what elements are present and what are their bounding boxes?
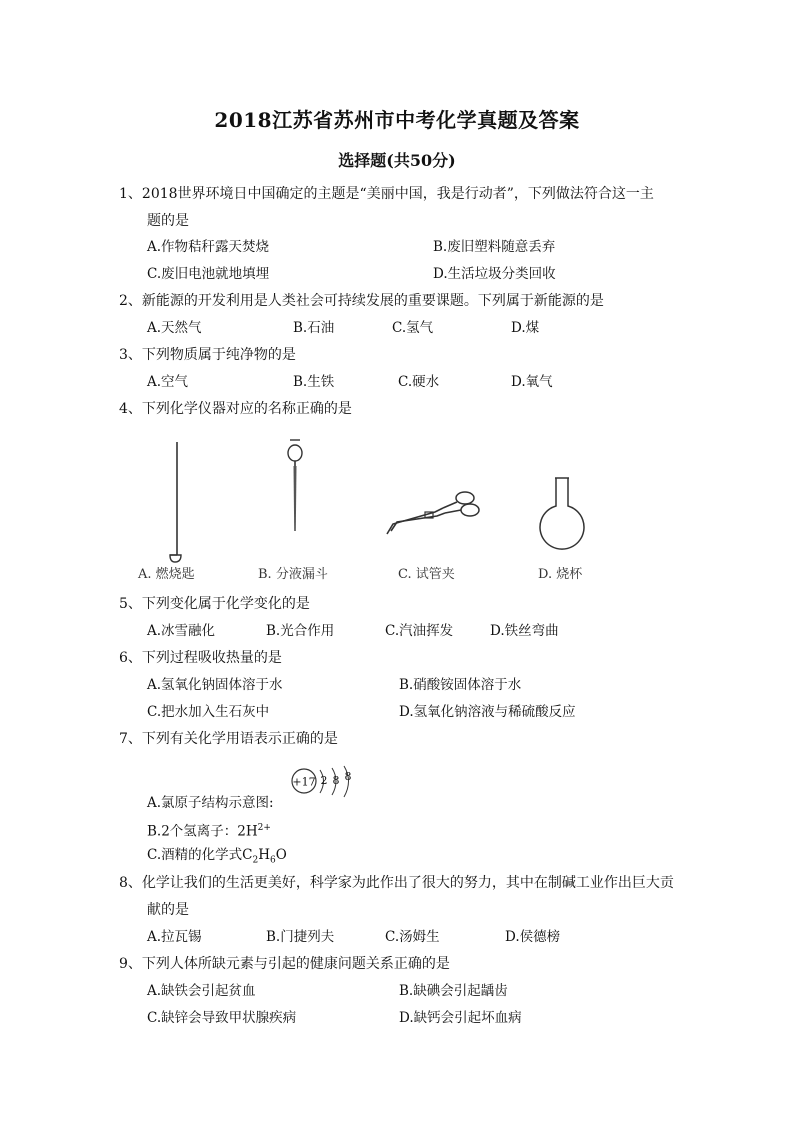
page-title: 2018江苏省苏州市中考化学真题及答案 — [214, 108, 580, 132]
question-1-option-a: A.作物秸秆露天焚烧 — [147, 239, 270, 255]
question-7-option-a: A.氯原子结构示意图: — [147, 795, 274, 811]
question-5-option-a: A.冰雪融化 — [147, 623, 216, 639]
formula-o: O — [275, 847, 287, 863]
question-3-option-a: A.空气 — [147, 374, 189, 390]
question-9-option-c: C.缺锌会导致甲状腺疾病 — [147, 1010, 297, 1026]
question-1-option-d: D.生活垃圾分类回收 — [433, 266, 556, 282]
question-5-stem: 5、下列变化属于化学变化的是 — [119, 596, 310, 612]
instrument-c-caption: C. 试管夹 — [398, 567, 455, 582]
option-b-text: B.2个氢离子：2H — [147, 823, 258, 840]
question-9-stem: 9、下列人体所缺元素与引起的健康问题关系正确的是 — [119, 956, 450, 972]
question-8-stem: 8、化学让我们的生活更美好，科学家为此作出了很大的努力，其中在制碱工业作出巨大贡 — [119, 875, 674, 891]
question-1-option-c: C.废旧电池就地填埋 — [147, 266, 270, 282]
question-2-option-a: A.天然气 — [147, 320, 202, 336]
question-5-option-b: B.光合作用 — [266, 623, 335, 639]
question-9-option-a: A.缺铁会引起贫血 — [147, 983, 256, 999]
question-2-option-b: B.石油 — [293, 320, 335, 336]
instrument-a-caption: A. 燃烧匙 — [138, 567, 195, 582]
question-6-option-c: C.把水加入生石灰中 — [147, 704, 270, 720]
question-8-option-d: D.侯德榜 — [505, 929, 561, 945]
question-9-option-d: D.缺钙会引起坏血病 — [399, 1010, 522, 1026]
formula-sub-1: 2 — [252, 855, 259, 866]
atom-shell-2: 8 — [332, 774, 340, 787]
question-7-option-c — [147, 845, 287, 871]
charge-superscript: 2+ — [257, 823, 271, 833]
question-6-option-d: D.氢氧化钠溶液与稀硫酸反应 — [399, 704, 576, 720]
question-1-stem-cont: 题的是 — [147, 213, 189, 229]
option-c-text: C.酒精的化学式C — [147, 847, 253, 863]
formula-sub-2: 6 — [269, 855, 276, 866]
question-6-stem: 6、下列过程吸收热量的是 — [119, 650, 282, 666]
formula-h: H — [258, 847, 270, 863]
question-6-option-a: A.氢氧化钠固体溶于水 — [147, 677, 283, 693]
question-2-option-d: D.煤 — [511, 320, 540, 336]
atom-nucleus-label: +17 — [292, 775, 316, 789]
question-1-option-b: B.废旧塑料随意丢弃 — [433, 239, 556, 255]
question-2-option-c: C.氢气 — [392, 320, 434, 336]
question-7-option-b — [147, 818, 271, 842]
instrument-d-caption: D. 烧杯 — [538, 567, 583, 582]
question-4-stem: 4、下列化学仪器对应的名称正确的是 — [119, 401, 352, 417]
separatory-funnel-icon — [280, 436, 310, 536]
question-7-stem: 7、下列有关化学用语表示正确的是 — [119, 731, 338, 747]
question-5-option-d: D.铁丝弯曲 — [490, 623, 559, 639]
atom-shell-3: 8 — [344, 770, 352, 783]
question-9-option-b: B.缺碘会引起龋齿 — [399, 983, 508, 999]
question-1-stem: 1、2018世界环境日中国确定的主题是“美丽中国，我是行动者”，下列做法符合这一主 — [119, 186, 654, 202]
combustion-spoon-icon — [150, 438, 190, 568]
section-heading: 选择题(共50分) — [338, 151, 456, 170]
atom-shell-1: 2 — [320, 774, 328, 787]
question-8-option-c: C.汤姆生 — [385, 929, 440, 945]
test-tube-clamp-icon — [385, 488, 485, 538]
question-5-option-c: C.汽油挥发 — [385, 623, 454, 639]
question-8-option-a: A.拉瓦锡 — [147, 929, 202, 945]
question-3-stem: 3、下列物质属于纯净物的是 — [119, 347, 296, 363]
question-3-option-d: D.氧气 — [511, 374, 553, 390]
question-3-option-c: C.硬水 — [398, 374, 440, 390]
question-8-stem-cont: 献的是 — [147, 902, 189, 918]
instrument-b-caption: B. 分液漏斗 — [258, 567, 328, 582]
question-3-option-b: B.生铁 — [293, 374, 335, 390]
question-6-option-b: B.硝酸铵固体溶于水 — [399, 677, 522, 693]
round-flask-icon — [536, 476, 588, 548]
question-2-stem: 2、新能源的开发利用是人类社会可持续发展的重要课题。下列属于新能源的是 — [119, 293, 604, 309]
chlorine-atom-diagram — [290, 766, 360, 800]
question-8-option-b: B.门捷列夫 — [266, 929, 335, 945]
